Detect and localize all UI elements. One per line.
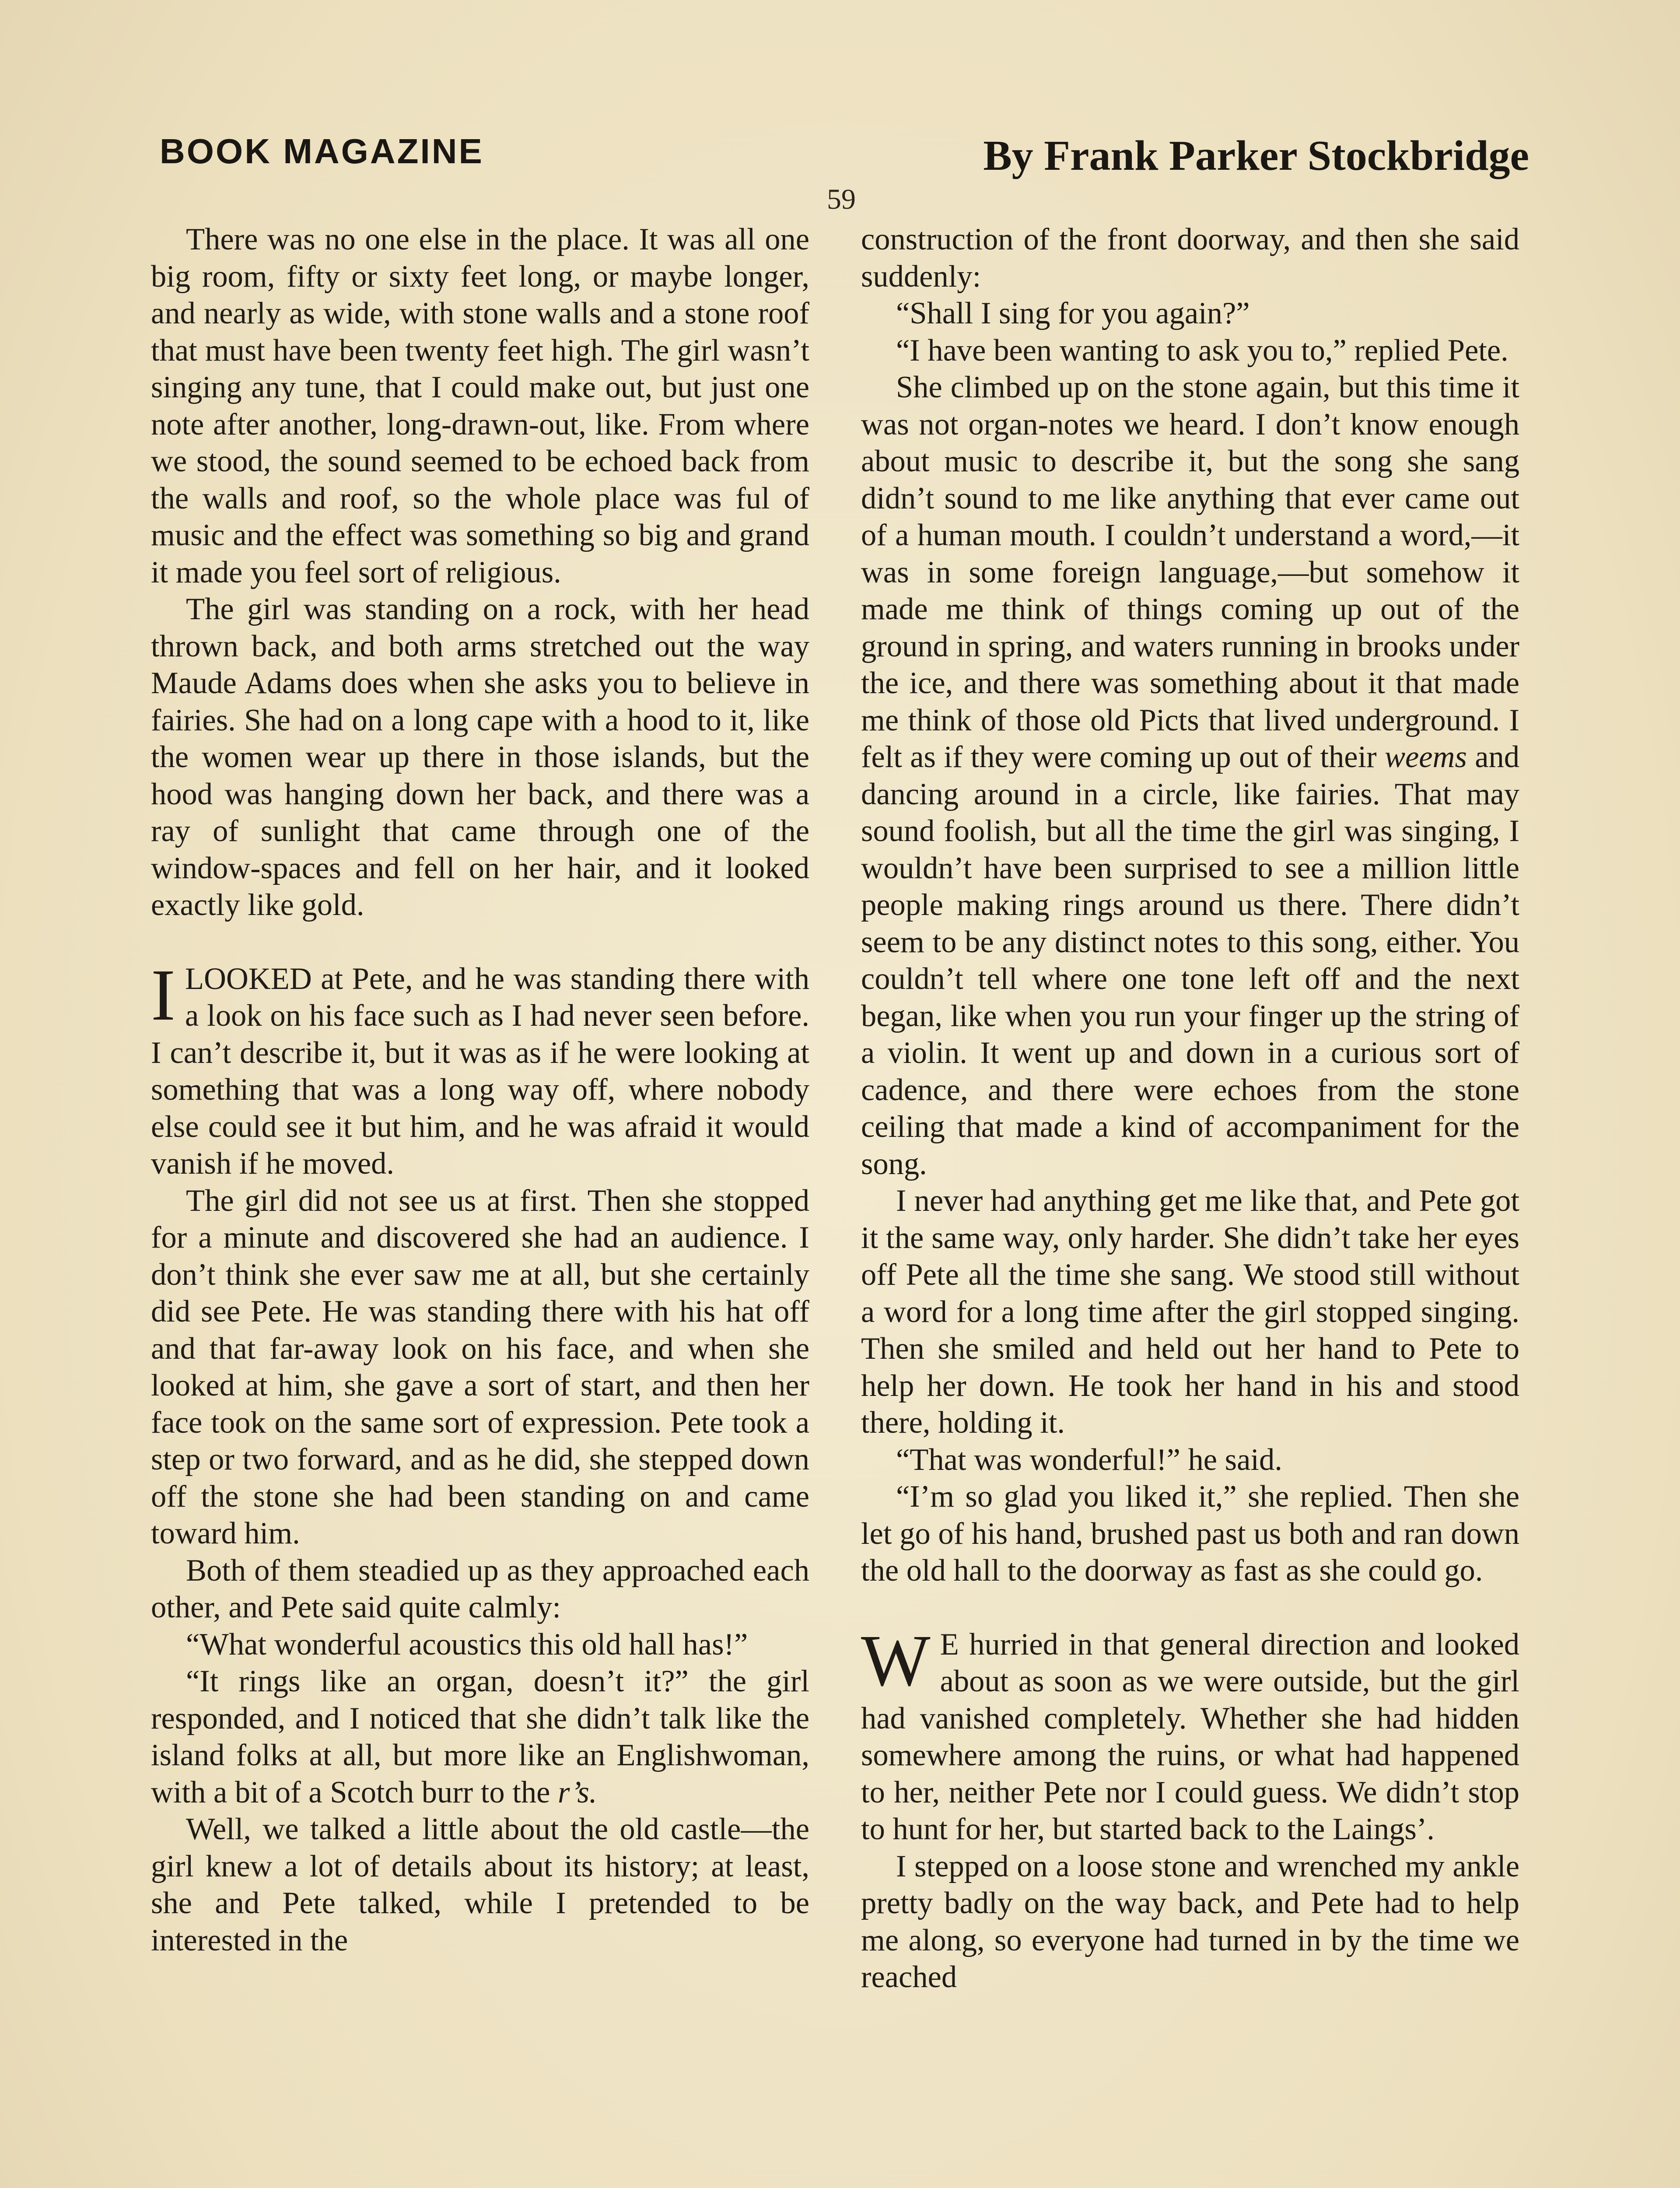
dialogue-paragraph: “That was wonderful!” he said. bbox=[896, 1442, 1282, 1477]
paragraph-text: “It rings like an organ, doesn’t it?” the girl responded, and I noticed that she didn’t talk like the island folks at all, but more like an Englishwoman, with a bit of a Scotch burr to the bbox=[151, 1664, 809, 1809]
paragraph: I stepped on a loose stone and wrenched my ankle pretty badly on the way back, and Pete had to help me along, so everyone had turned in by the time we reached bbox=[861, 1849, 1519, 1994]
magazine-title: BOOK MAGAZINE bbox=[160, 132, 484, 171]
paragraph: The girl was standing on a rock, with her head thrown back, and both arms stretched out the way Maude Adams does when she asks you to believe in fairies. She had on a long cape with a hood to it, like the women wear up there in those islands, but the hood was hanging down her back, and there was a ray of sunlight that came through one of the window-spaces and fell on her hair, and it looked exactly like gold. bbox=[151, 592, 809, 922]
paragraph: Both of them steadied up as they approached each other, and Pete said quite calmly: bbox=[151, 1553, 809, 1624]
paragraph-continued: construction of the front doorway, and then she said suddenly: bbox=[861, 222, 1519, 294]
page-number: 59 bbox=[827, 183, 856, 215]
paragraph: I never had anything get me like that, and Pete got it the same way, only harder. She didn’t take her eyes off Pete all the time she sang. We stood still without a word for a long time after the girl stopped singing. Then she smiled and held out her hand to Pete to help her down. He took her hand in his and stood there, holding it. bbox=[861, 1184, 1519, 1440]
author-byline: By Frank Parker Stockbridge bbox=[983, 132, 1529, 179]
dialogue-paragraph: “I’m so glad you liked it,” she replied. Then she let go of his hand, brushed past us both and ran down the old hall to the doorway as fast as she could go. bbox=[861, 1480, 1519, 1588]
italic-text: r’s. bbox=[558, 1775, 597, 1809]
dialogue-paragraph: “What wonderful acoustics this old hall has!” bbox=[186, 1627, 748, 1662]
paragraph: There was no one else in the place. It was all one big room, fifty or sixty feet long, or maybe longer, and nearly as wide, with stone walls and a stone roof that must have been twenty feet high. The girl wasn’t singing any tune, that I could make out, but just one note after another, long-drawn-out, like. From where we stood, the sound seemed to be echoed back from the walls and roof, so the whole place was ful of music and the effect was something so big and grand it made you feel sort of religious. bbox=[151, 222, 809, 589]
paragraph: The girl did not see us at first. Then she stopped for a minute and discovered she had an audience. I don’t think she ever saw me at all, but she certainly did see Pete. He was standing there with his hat off and that far-away look on his face, and when she looked at him, she gave a sort of start, and then her face took on the same sort of expression. Pete took a step or two forward, and as he did, she stepped down off the stone she had been standing on and came toward him. bbox=[151, 1183, 809, 1550]
italic-text: weems bbox=[1384, 740, 1467, 774]
paragraph-text: and dancing around in a circle, like fairies. That may sound foolish, but all the time the girl was singing, I wouldn’t have been surprised to see a million little people making rings around us there. There didn’t seem to be any distinct notes to this song, either. You couldn’t tell where one tone left off and the next began, like when you run your finger up the string of a violin. It went up and down in a curious sort of cadence, and there were echoes from the stone ceiling that made a kind of accompaniment for the song. bbox=[861, 740, 1520, 1181]
section-opening-paragraph bbox=[151, 954, 809, 1182]
dialogue-paragraph: “I have been wanting to ask you to,” replied Pete. bbox=[896, 333, 1508, 368]
section-opening-paragraph bbox=[861, 1620, 1519, 1848]
left-column bbox=[151, 221, 809, 1959]
paragraph: Well, we talked a little about the old castle—the girl knew a lot of details about its history; at least, she and Pete talked, while I pretended to be interested in the bbox=[151, 1812, 809, 1957]
right-column bbox=[861, 221, 1519, 1996]
lead-word: LOOKED bbox=[185, 961, 312, 996]
paragraph bbox=[861, 369, 1519, 1182]
lead-word: E bbox=[940, 1627, 959, 1662]
dialogue-paragraph: “Shall I sing for you again?” bbox=[896, 296, 1250, 330]
paragraph-text: hurried in that general direction and looked about as soon as we were outside, but the girl had vanished completely. Whether she had hidden somewhere among the ruins, or what had happened to her, neither Pete nor I could guess. We didn’t stop to hunt for her, but started back to the Laings’. bbox=[861, 1627, 1519, 1846]
dialogue-paragraph bbox=[151, 1663, 809, 1811]
drop-cap: I bbox=[151, 954, 175, 1036]
paragraph-text: at Pete, and he was standing there with a look on his face such as I had never seen before. I can’t describe it, but it was as if he were looking at something that was a long way off, where nobody else could see it but him, and he was afraid it would vanish if he moved. bbox=[151, 961, 809, 1181]
drop-cap: W bbox=[861, 1620, 931, 1701]
paragraph-text: She climbed up on the stone again, but this time it was not organ-notes we heard. I don’t know enough about music to describe it, but the song she sang didn’t sound to me like anything that ever came out of a human mouth. I couldn’t understand a word,—it was in some foreign language,—but somehow it made me think of things coming up out of the ground in spring, and waters running in brooks under the ice, and there was something about it that made me think of those old Picts that lived underground. I felt as if they were coming up out of their bbox=[861, 370, 1519, 774]
